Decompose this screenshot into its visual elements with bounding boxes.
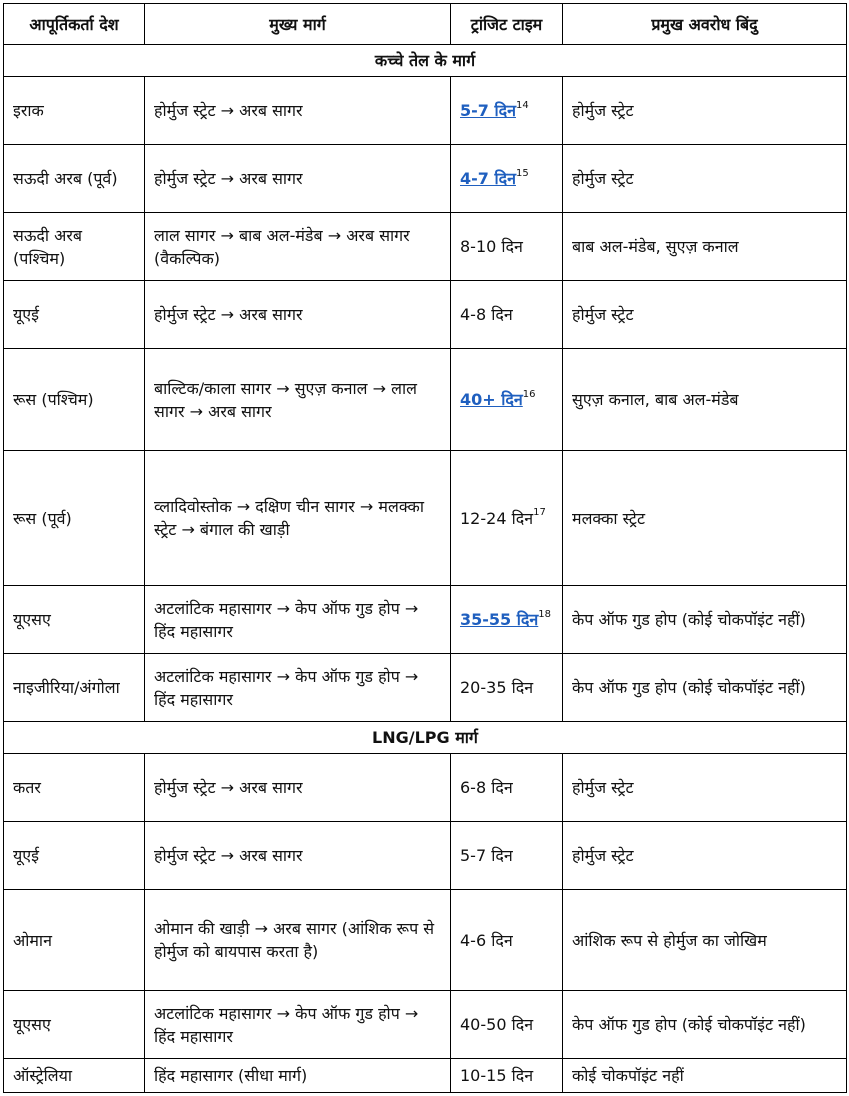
cell-route: अटलांटिक महासागर → केप ऑफ गुड होप → हिंद महासागर xyxy=(145,991,451,1059)
cell-route: होर्मुज स्ट्रेट → अरब सागर xyxy=(145,754,451,822)
cell-route: होर्मुज स्ट्रेट → अरब सागर xyxy=(145,145,451,213)
cell-country: रूस (पश्चिम) xyxy=(4,349,145,451)
cell-chokepoint: होर्मुज स्ट्रेट xyxy=(563,281,847,349)
table-row xyxy=(4,451,847,586)
cell-transit-time xyxy=(451,890,563,991)
table-row xyxy=(4,213,847,281)
section-row xyxy=(4,45,847,77)
cell-chokepoint: मलक्का स्ट्रेट xyxy=(563,451,847,586)
transit-time-text: 40-50 दिन xyxy=(460,1015,534,1034)
transit-time-link[interactable]: 4-7 दिन xyxy=(460,169,516,188)
section-row xyxy=(4,722,847,754)
cell-chokepoint: कोई चोकपॉइंट नहीं xyxy=(563,1059,847,1093)
cell-transit-time xyxy=(451,822,563,890)
cell-chokepoint: होर्मुज स्ट्रेट xyxy=(563,145,847,213)
cell-transit-time xyxy=(451,77,563,145)
header-route: मुख्य मार्ग xyxy=(145,4,451,45)
table-row xyxy=(4,991,847,1059)
cell-transit-time xyxy=(451,991,563,1059)
table-row xyxy=(4,349,847,451)
footnote-ref: 15 xyxy=(516,167,529,179)
transit-time-text: 4-8 दिन xyxy=(460,305,513,324)
transit-time-text: 4-6 दिन xyxy=(460,930,513,950)
table-row xyxy=(4,822,847,890)
footnote-ref: 17 xyxy=(533,507,546,519)
transit-time-link[interactable]: 35-55 दिन xyxy=(460,610,539,629)
cell-route: अटलांटिक महासागर → केप ऑफ गुड होप → हिंद महासागर xyxy=(145,586,451,654)
table-body xyxy=(4,45,847,1093)
cell-chokepoint: आंशिक रूप से होर्मुज का जोखिम xyxy=(563,890,847,991)
cell-country: ओमान xyxy=(4,890,145,991)
cell-country: सऊदी अरब (पश्चिम) xyxy=(4,213,145,281)
cell-transit-time xyxy=(451,654,563,722)
cell-transit-time xyxy=(451,281,563,349)
cell-route: व्लादिवोस्तोक → दक्षिण चीन सागर → मलक्का स्ट्रेट → बंगाल की खाड़ी xyxy=(145,451,451,586)
cell-route: होर्मुज स्ट्रेट → अरब सागर xyxy=(145,77,451,145)
cell-country: रूस (पूर्व) xyxy=(4,451,145,586)
footnote-ref: 14 xyxy=(516,99,529,111)
transit-time-text: 10-15 दिन xyxy=(460,1066,534,1085)
footnote-ref: 16 xyxy=(522,388,536,400)
cell-route: हिंद महासागर (सीधा मार्ग) xyxy=(145,1059,451,1093)
cell-country: सऊदी अरब (पूर्व) xyxy=(4,145,145,213)
cell-route: बाल्टिक/काला सागर → सुएज़ कनाल → लाल सागर → अरब सागर xyxy=(145,349,451,451)
transit-time-link[interactable]: 40+ दिन xyxy=(460,390,523,409)
table-row xyxy=(4,586,847,654)
cell-chokepoint: केप ऑफ गुड होप (कोई चोकपॉइंट नहीं) xyxy=(563,586,847,654)
cell-transit-time xyxy=(451,586,563,654)
cell-country: ऑस्ट्रेलिया xyxy=(4,1059,145,1093)
table-row xyxy=(4,77,847,145)
cell-chokepoint: होर्मुज स्ट्रेट xyxy=(563,754,847,822)
cell-country: यूएई xyxy=(4,281,145,349)
transit-time-text: 12-24 दिन xyxy=(460,508,534,528)
cell-country: यूएई xyxy=(4,822,145,890)
transit-time-text: 6-8 दिन xyxy=(460,778,513,797)
cell-chokepoint: केप ऑफ गुड होप (कोई चोकपॉइंट नहीं) xyxy=(563,991,847,1059)
cell-chokepoint: होर्मुज स्ट्रेट xyxy=(563,822,847,890)
cell-country: नाइजीरिया/अंगोला xyxy=(4,654,145,722)
cell-route: अटलांटिक महासागर → केप ऑफ गुड होप → हिंद महासागर xyxy=(145,654,451,722)
cell-route: होर्मुज स्ट्रेट → अरब सागर xyxy=(145,822,451,890)
header-row xyxy=(4,4,847,45)
transit-time-text: 8-10 दिन xyxy=(460,237,523,256)
cell-transit-time xyxy=(451,145,563,213)
cell-transit-time xyxy=(451,349,563,451)
header-chokepoint: प्रमुख अवरोध बिंदु xyxy=(563,4,847,45)
section-title: कच्चे तेल के मार्ग xyxy=(4,45,847,77)
routes-table xyxy=(3,3,847,1093)
transit-time-text: 5-7 दिन xyxy=(460,846,513,865)
cell-country: कतर xyxy=(4,754,145,822)
header-country: आपूर्तिकर्ता देश xyxy=(4,4,145,45)
cell-route: लाल सागर → बाब अल-मंडेब → अरब सागर (वैकल्पिक) xyxy=(145,213,451,281)
transit-time-text: 20-35 दिन xyxy=(460,678,534,697)
transit-time-link[interactable]: 5-7 दिन xyxy=(460,101,516,120)
cell-country: इराक xyxy=(4,77,145,145)
cell-transit-time xyxy=(451,754,563,822)
cell-chokepoint: बाब अल-मंडेब, सुएज़ कनाल xyxy=(563,213,847,281)
cell-chokepoint: होर्मुज स्ट्रेट xyxy=(563,77,847,145)
table-row xyxy=(4,145,847,213)
table-row xyxy=(4,654,847,722)
table-row xyxy=(4,890,847,991)
cell-country: यूएसए xyxy=(4,586,145,654)
section-title: LNG/LPG मार्ग xyxy=(4,722,847,754)
cell-transit-time xyxy=(451,1059,563,1093)
header-transit-time: ट्रांजिट टाइम xyxy=(451,4,563,45)
cell-route: ओमान की खाड़ी → अरब सागर (आंशिक रूप से होर्मुज को बायपास करता है) xyxy=(145,890,451,991)
footnote-ref: 18 xyxy=(538,608,551,620)
cell-transit-time xyxy=(451,451,563,586)
table-row xyxy=(4,754,847,822)
table-row xyxy=(4,281,847,349)
cell-country: यूएसए xyxy=(4,991,145,1059)
cell-route: होर्मुज स्ट्रेट → अरब सागर xyxy=(145,281,451,349)
cell-transit-time xyxy=(451,213,563,281)
cell-chokepoint: केप ऑफ गुड होप (कोई चोकपॉइंट नहीं) xyxy=(563,654,847,722)
cell-chokepoint: सुएज़ कनाल, बाब अल-मंडेब xyxy=(563,349,847,451)
table-row xyxy=(4,1059,847,1093)
